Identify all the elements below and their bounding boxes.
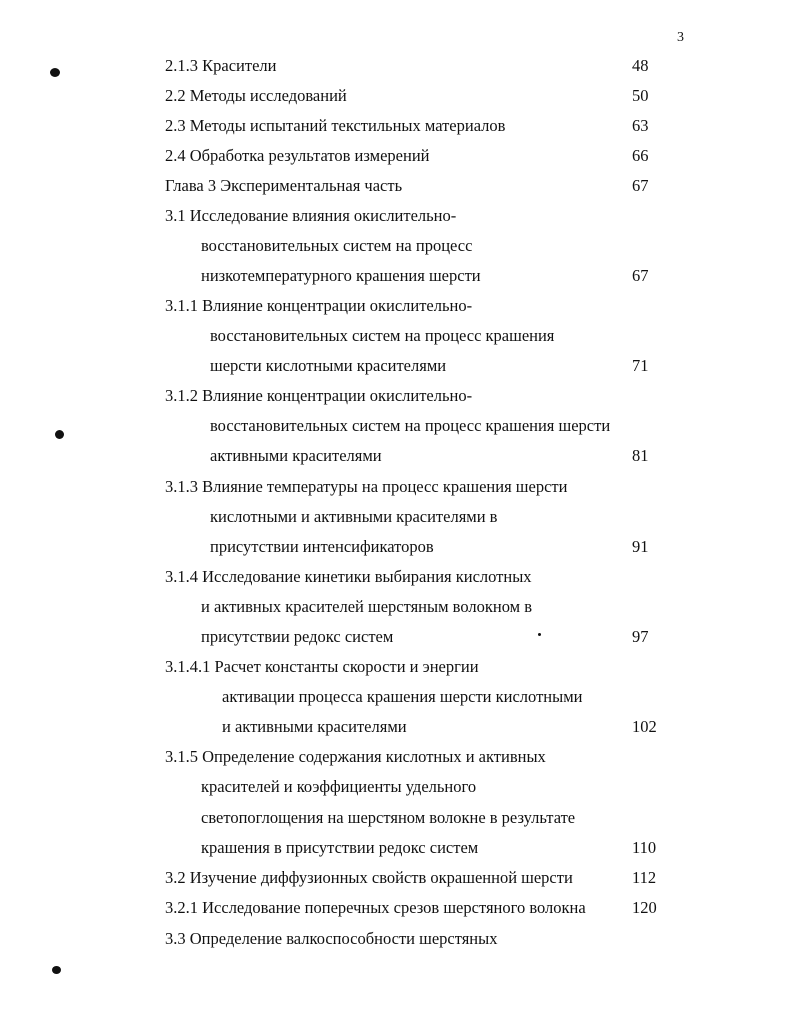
toc-entry-text-cont: кислотными и активными красителями в <box>210 507 498 526</box>
toc-entry-page: 112 <box>632 868 657 887</box>
toc-entry-text-cont: шерсти кислотными красителями <box>210 356 447 375</box>
toc-entry-page: 67 <box>632 176 649 195</box>
toc-entry-text: 3.1.3 Влияние температуры на процесс крашения шерсти <box>165 477 568 496</box>
toc-entry-text: 3.2.1 Исследование поперечных срезов шерстяного волокна <box>165 898 586 917</box>
toc-entry-page: 71 <box>632 356 649 375</box>
toc-entry-page: 48 <box>632 56 649 75</box>
toc-entry-text: 3.1.2 Влияние концентрации окислительно- <box>165 386 473 405</box>
toc-entry-text-cont: активными красителями <box>210 446 382 465</box>
toc-entry-page: 67 <box>632 266 649 285</box>
toc-entry-text-cont: и активными красителями <box>222 717 407 736</box>
toc-entry-text-cont: восстановительных систем на процесс крашения <box>210 326 555 345</box>
toc-entry-text: 3.1.1 Влияние концентрации окислительно- <box>165 296 473 315</box>
toc-entry-text: Глава 3 Экспериментальная часть <box>165 176 403 195</box>
toc-entry-text: 3.1.5 Определение содержания кислотных и активных <box>165 747 546 766</box>
toc-entry-page: 102 <box>632 717 657 736</box>
toc-entry-text: 3.2 Изучение диффузионных свойств окрашенной шерсти <box>165 868 573 887</box>
toc-entry-text: 2.1.3 Красители <box>165 56 277 75</box>
toc-entry-page: 63 <box>632 116 649 135</box>
toc-entry-text: 3.3 Определение валкоспособности шерстяных <box>165 929 498 948</box>
toc-entry-text-cont: присутствии редокс систем <box>201 627 394 646</box>
toc-entry-page: 110 <box>632 838 657 857</box>
toc-entry-text: 3.1.4 Исследование кинетики выбирания кислотных <box>165 567 532 586</box>
scan-speck <box>50 68 60 77</box>
toc-entry-page: 50 <box>632 86 649 105</box>
toc-entry-text-cont: присутствии интенсификаторов <box>210 537 434 556</box>
scan-speck <box>538 633 541 636</box>
toc-entry-text-cont: низкотемпературного крашения шерсти <box>201 266 481 285</box>
toc-entry-text-cont: светопоглощения на шерстяном волокне в результате <box>201 808 576 827</box>
scan-speck <box>55 430 64 439</box>
toc-entry-page: 66 <box>632 146 649 165</box>
toc-entry-text: 3.1.4.1 Расчет константы скорости и энергии <box>165 657 479 676</box>
toc-entry-text-cont: активации процесса крашения шерсти кислотными <box>222 687 583 706</box>
toc-entry-page: 120 <box>632 898 657 917</box>
toc-entry-text-cont: красителей и коэффициенты удельного <box>201 777 477 796</box>
toc-entry-text-cont: восстановительных систем на процесс <box>201 236 473 255</box>
page-number: 3 <box>677 30 684 45</box>
toc-entry-page: 81 <box>632 446 649 465</box>
toc-entry-text: 3.1 Исследование влияния окислительно- <box>165 206 457 225</box>
toc-entry-text: 2.2 Методы исследований <box>165 86 347 105</box>
toc-entry-page: 91 <box>632 537 649 556</box>
toc-entry-text: 2.4 Обработка результатов измерений <box>165 146 430 165</box>
toc-entry-text: 2.3 Методы испытаний текстильных материалов <box>165 116 506 135</box>
toc-entry-page: 97 <box>632 627 649 646</box>
toc-entry-text-cont: крашения в присутствии редокс систем <box>201 838 479 857</box>
toc-entry-text-cont: и активных красителей шерстяным волокном в <box>201 597 532 616</box>
toc-entry-text-cont: восстановительных систем на процесс крашения шерсти <box>210 416 611 435</box>
scan-speck <box>52 966 61 974</box>
